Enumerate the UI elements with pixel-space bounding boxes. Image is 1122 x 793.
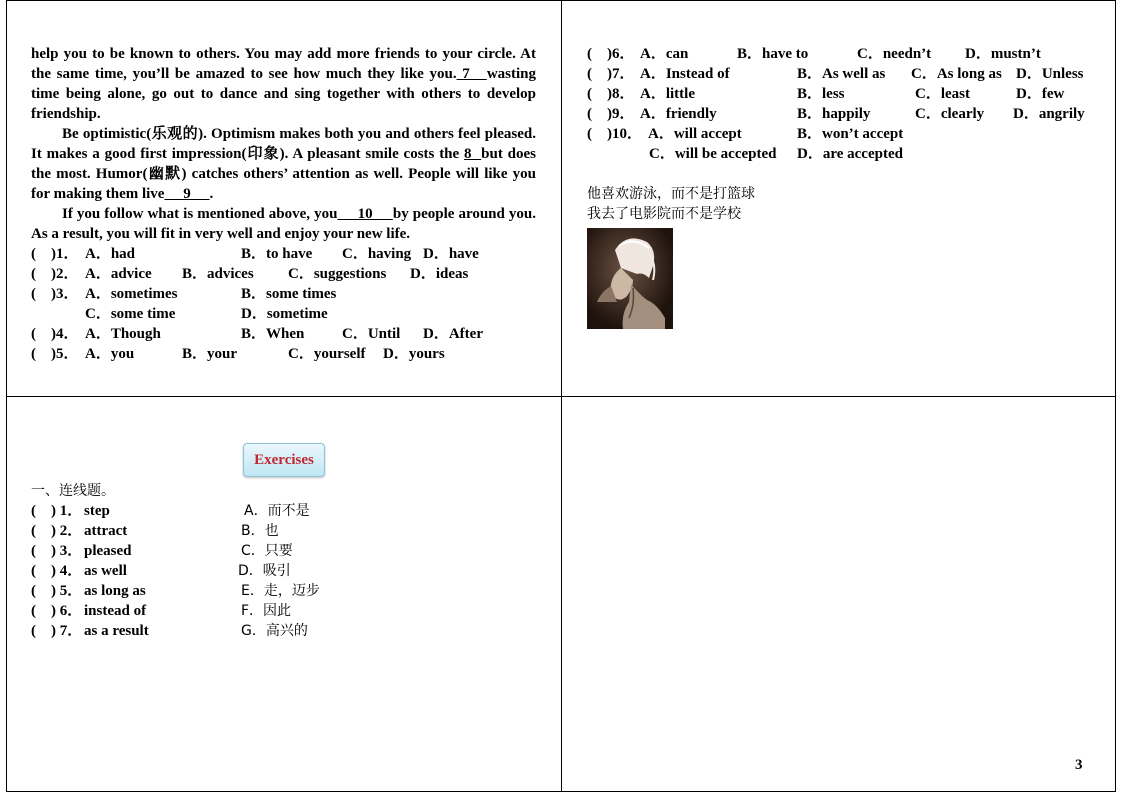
option-c: C．having: [342, 246, 412, 262]
question-num: ( )5．: [31, 346, 79, 362]
item-english: attract: [84, 523, 128, 539]
option-d: D．mustn’t: [965, 46, 1041, 62]
blank-10: 10: [337, 206, 393, 222]
option-b: B．As well as: [797, 66, 886, 82]
item-num: ( ) 7．: [31, 623, 83, 639]
item-chinese: F．因此: [241, 603, 292, 619]
question-num: ( )10．: [587, 126, 642, 142]
item-num: ( ) 6．: [31, 603, 83, 619]
item-chinese: D．吸引: [238, 563, 291, 579]
item-chinese: A．而不是: [244, 503, 310, 519]
option-b: B．some times: [241, 286, 337, 302]
option-d: D．ideas: [410, 266, 469, 282]
option-b: B．happily: [797, 106, 871, 122]
option-a: A．Instead of: [640, 66, 730, 82]
blank-9: 9: [164, 186, 210, 202]
question-num: ( )8．: [587, 86, 635, 102]
option-a: A．will accept: [648, 126, 742, 142]
option-b: B．won’t accept: [797, 126, 904, 142]
option-d: D．are accepted: [797, 146, 903, 162]
item-num: ( ) 4．: [31, 563, 83, 579]
option-c: C．clearly: [915, 106, 985, 122]
option-b: B．advices: [182, 266, 254, 282]
exercises-button[interactable]: Exercises: [243, 443, 325, 477]
option-d: D．sometime: [241, 306, 328, 322]
exercise-heading: 一、连线题。: [31, 483, 115, 499]
option-a: A．friendly: [640, 106, 717, 122]
option-c: C．yourself: [288, 346, 366, 362]
option-a: A．had: [85, 246, 136, 262]
option-a: A．little: [640, 86, 695, 102]
item-num: ( ) 2．: [31, 523, 83, 539]
question-num: ( )7．: [587, 66, 635, 82]
option-b: B．less: [797, 86, 845, 102]
option-b: B．have to: [737, 46, 809, 62]
item-chinese: C．只要: [241, 543, 293, 559]
option-a: A．you: [85, 346, 135, 362]
option-d: D．have: [423, 246, 479, 262]
note-line-1: 他喜欢游泳，而不是打篮球: [587, 186, 755, 202]
blank-7: 7: [456, 66, 487, 82]
note-line-2: 我去了电影院而不是学校: [587, 206, 741, 222]
option-d: D．angrily: [1013, 106, 1085, 122]
question-num: ( )6．: [587, 46, 635, 62]
option-c: C．As long as: [911, 66, 1002, 82]
option-d: D．Unless: [1016, 66, 1084, 82]
question-num: ( )3．: [31, 286, 79, 302]
option-d: D．After: [423, 326, 483, 342]
item-english: step: [84, 503, 110, 519]
item-english: instead of: [84, 603, 147, 619]
option-a: A．can: [640, 46, 689, 62]
option-b: B．your: [182, 346, 238, 362]
option-c: C．suggestions: [288, 266, 387, 282]
horizontal-divider: [6, 396, 1116, 397]
item-english: as long as: [84, 583, 146, 599]
item-num: ( ) 5．: [31, 583, 83, 599]
option-c: C．some time: [85, 306, 176, 322]
blank-8: 8: [464, 146, 482, 162]
item-chinese: B．也: [241, 523, 279, 539]
passage-paragraph-3: If you follow what is mentioned above, you 10 by people around you. As a result, you will fit in very well and enjoy your new life.: [31, 206, 537, 242]
question-num: ( )4．: [31, 326, 79, 342]
question-num: ( )2．: [31, 266, 79, 282]
option-c: C．least: [915, 86, 970, 102]
page-number: 3: [1075, 757, 1083, 773]
item-english: as well: [84, 563, 127, 579]
portrait-image: [587, 228, 673, 329]
item-chinese: E．走，迈步: [241, 583, 320, 599]
question-num: ( )1．: [31, 246, 79, 262]
item-chinese: G．高兴的: [241, 623, 308, 639]
option-a: A．sometimes: [85, 286, 178, 302]
item-num: ( ) 1．: [31, 503, 83, 519]
question-num: ( )9．: [587, 106, 635, 122]
passage-paragraph-2: Be optimistic(乐观的). Optimism makes both you and others feel pleased. It makes a good first impression(印象). A pleasant smile costs the 8 but does the most. Humor(幽默) catches others’ attention as well. People will like you for making them live 9 .: [31, 126, 536, 202]
option-b: B．When: [241, 326, 305, 342]
item-english: as a result: [84, 623, 149, 639]
option-b: B．to have: [241, 246, 313, 262]
item-num: ( ) 3．: [31, 543, 83, 559]
option-d: D．few: [1016, 86, 1065, 102]
option-c: C．Until: [342, 326, 401, 342]
passage-paragraph-1: help you to be known to others. You may add more friends to your circle. At the same time, you’ll be amazed to see how much they like you. 7 wasting time being alone, go out to dance and sing together with others to develop friendship.: [31, 46, 536, 122]
item-english: pleased: [84, 543, 132, 559]
option-c: C．will be accepted: [649, 146, 777, 162]
option-d: D．yours: [383, 346, 445, 362]
option-c: C．needn’t: [857, 46, 932, 62]
option-a: A．advice: [85, 266, 152, 282]
option-a: A．Though: [85, 326, 161, 342]
